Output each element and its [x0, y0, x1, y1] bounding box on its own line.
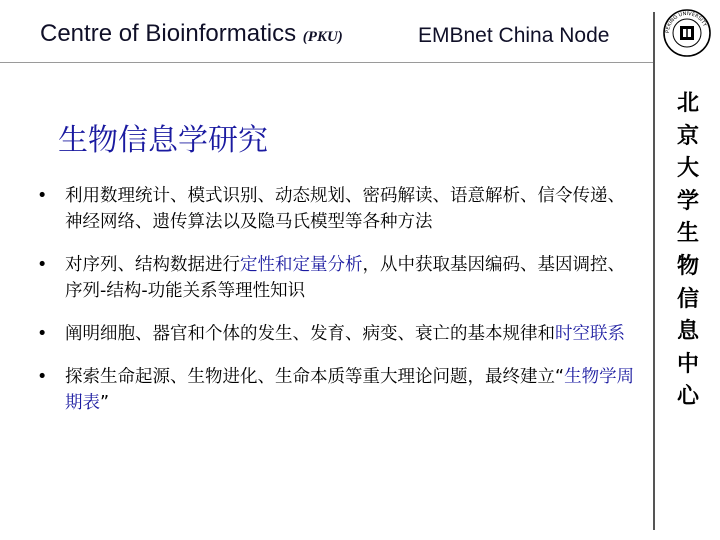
bullet-text: 利用数理统计、模式识别、动态规划、密码解读、语意解析、信令传递、神经网络、遗传算法以及隐马氏模型等各种方法 — [65, 186, 625, 232]
header-divider — [0, 62, 654, 63]
bullet-dot-icon: • — [37, 186, 48, 206]
seal-text: PEKING UNIVERSITY — [664, 10, 708, 34]
vertical-char: 北 — [676, 90, 699, 116]
bullet-text: 对序列、结构数据进行 — [65, 255, 240, 275]
vertical-char: 生 — [676, 220, 699, 247]
vertical-char: 心 — [676, 383, 699, 410]
bullet-dot-icon: • — [37, 367, 48, 387]
bullet-text: 探索生命起源、生物进化、生命本质等重大理论问题，最终建立“ — [65, 367, 565, 387]
vertical-institution-name — [671, 92, 705, 418]
highlight-text: 时空联系 — [555, 324, 625, 344]
header-title — [40, 20, 343, 48]
bullet-item — [37, 183, 637, 235]
bullet-item — [37, 321, 637, 347]
highlight-text: 生物学周期表 — [65, 367, 635, 413]
centre-name: Centre of Bioinformatics — [40, 20, 297, 47]
slide-title: 生物信息学研究 — [58, 123, 268, 158]
peking-university-seal-icon — [662, 8, 712, 58]
sidebar-divider — [653, 12, 655, 530]
bullet-dot-icon: • — [37, 324, 48, 344]
vertical-char: 京 — [676, 122, 699, 149]
pku-label: (PKU) — [302, 29, 343, 45]
bullet-text: ” — [100, 393, 110, 413]
vertical-char: 学 — [676, 187, 699, 214]
vertical-char: 中 — [676, 350, 699, 377]
bullet-list — [37, 183, 637, 433]
highlight-text: 定性和定量分析 — [240, 255, 363, 275]
vertical-char: 信 — [676, 285, 699, 312]
vertical-char: 物 — [676, 252, 699, 279]
bullet-item — [37, 252, 637, 304]
vertical-char: 息 — [676, 318, 699, 345]
bullet-item — [37, 364, 637, 416]
vertical-char: 大 — [676, 155, 699, 182]
bullet-dot-icon: • — [37, 255, 48, 275]
bullet-text: ，从中获取基因编码、基因调控、序列-结构-功能关系等理性知识 — [65, 255, 625, 301]
embnet-node-label: EMBnet China Node — [418, 24, 610, 47]
bullet-text: 阐明细胞、器官和个体的发生、发育、病变、衰亡的基本规律和 — [65, 324, 555, 344]
